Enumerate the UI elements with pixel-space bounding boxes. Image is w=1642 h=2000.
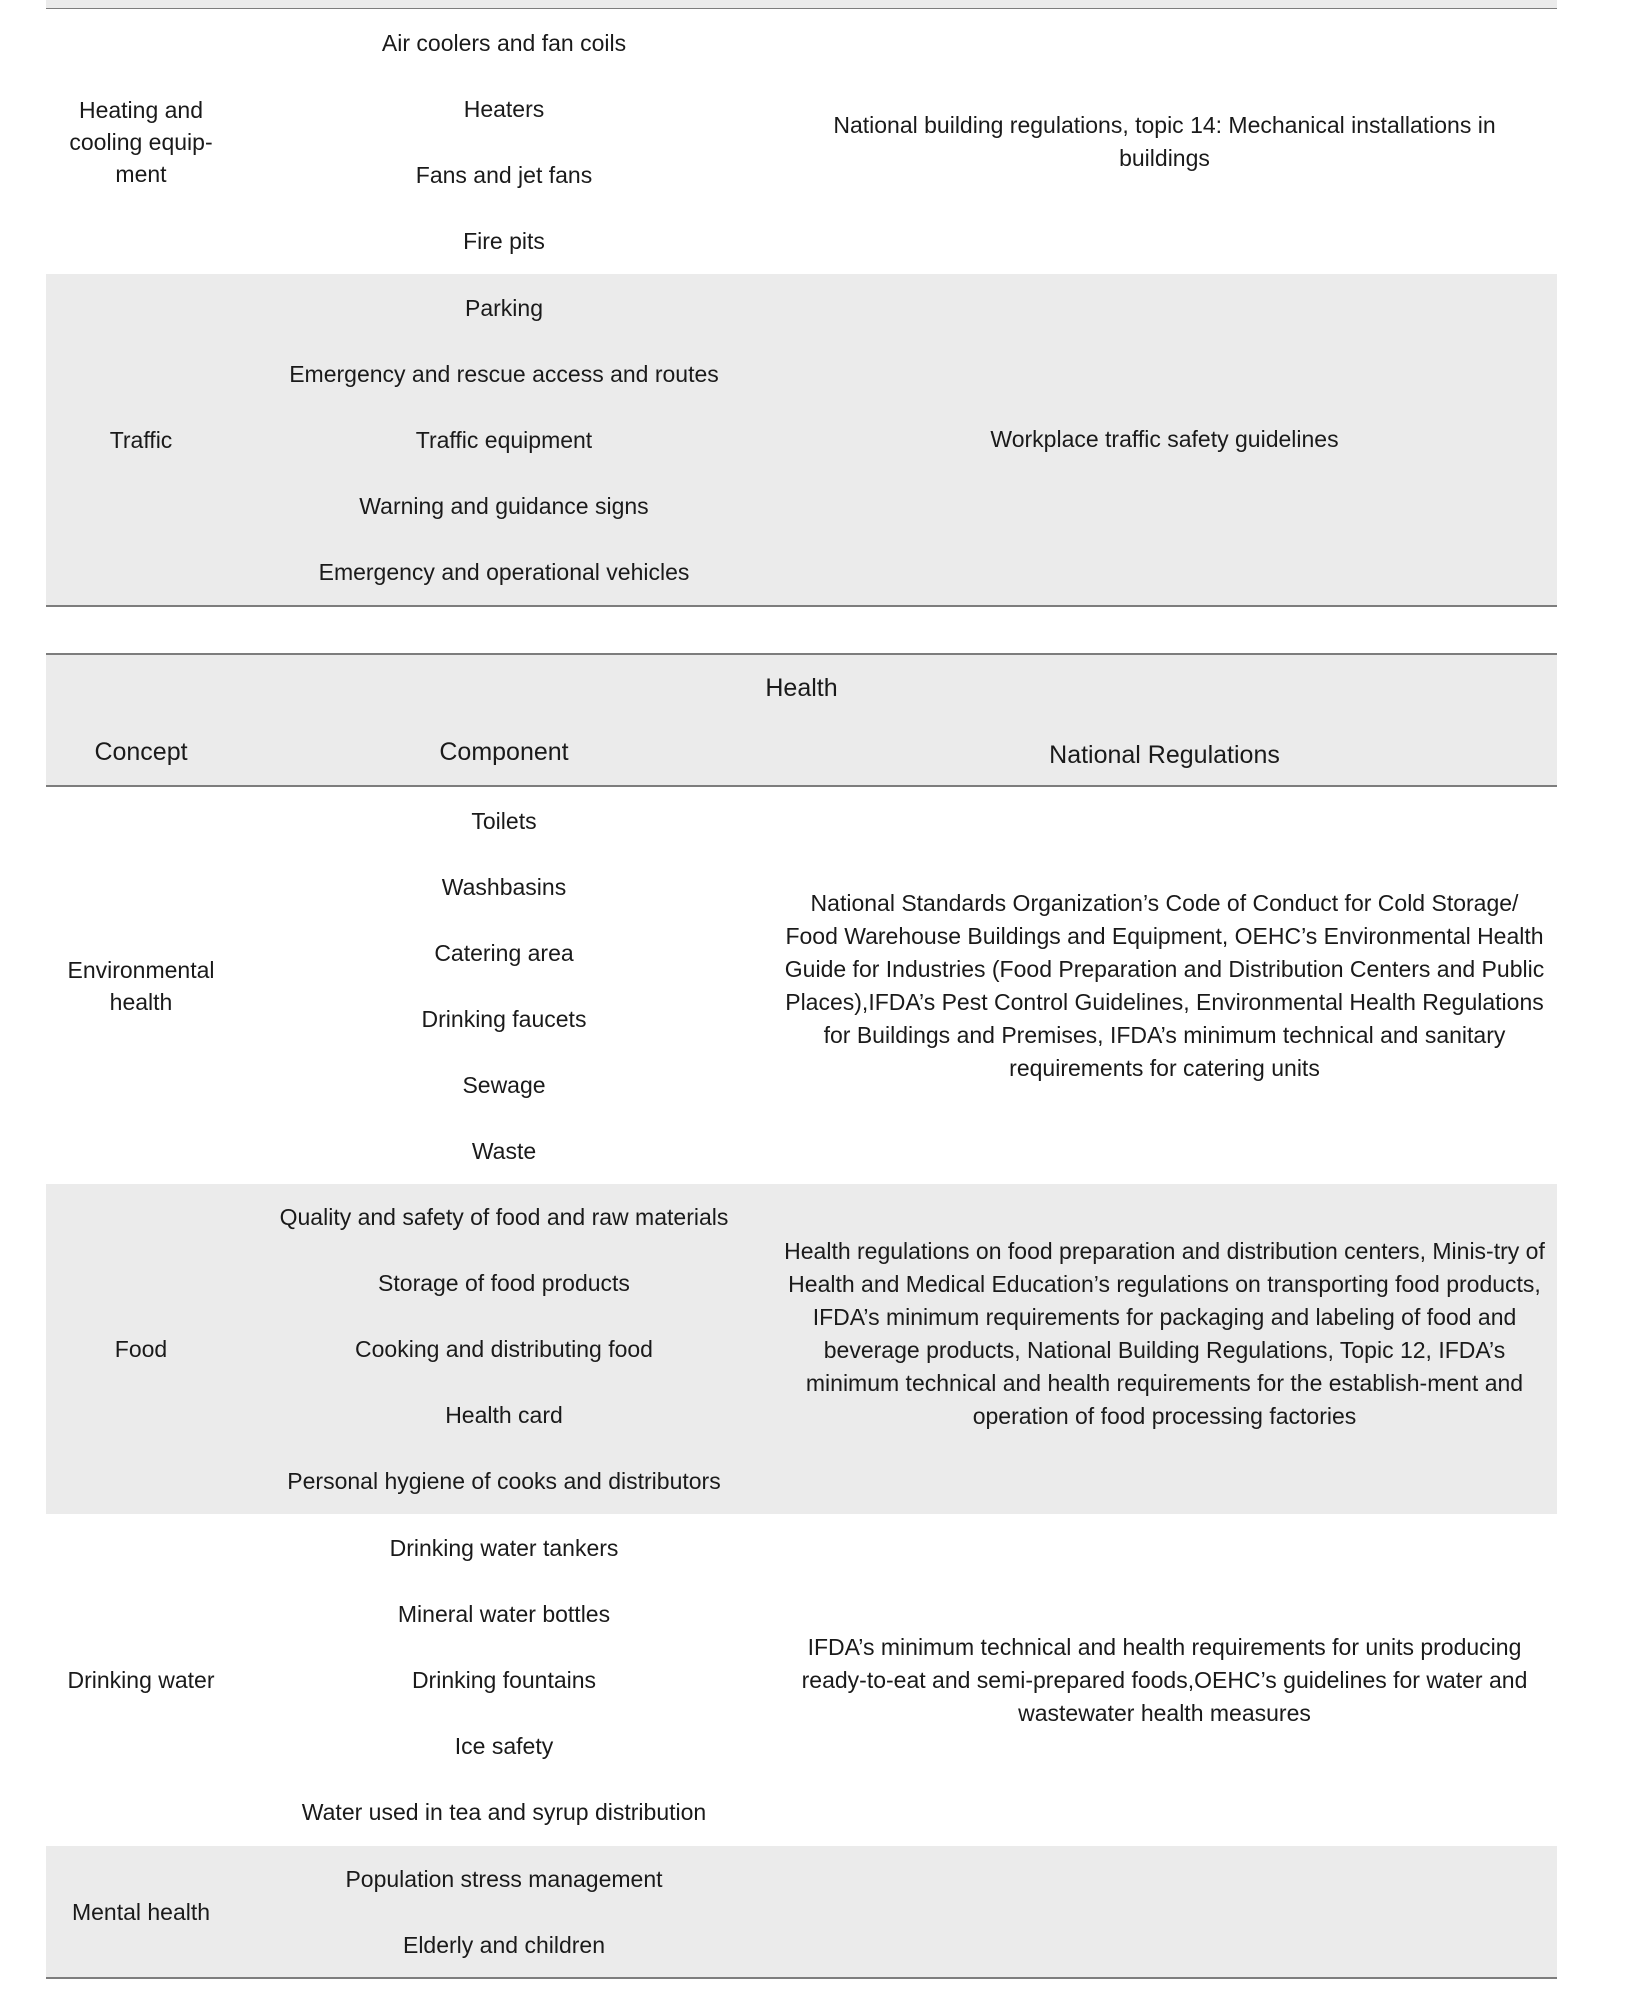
component-item: Storage of food products [378,1270,630,1296]
component-item: Emergency and operational vehicles [318,558,690,585]
component-item: Population stress management [345,1865,663,1892]
component-item: Warning and guidance signs [359,492,649,519]
component-cell [236,1846,772,1977]
table-row-traffic [46,274,1557,607]
concept-cell: Traffic [109,426,173,453]
component-item: Traffic equipment [415,426,593,453]
component-item: Elderly and children [402,1931,605,1958]
concept-cell: Environmental health [67,956,215,1015]
previous-row-strip [46,0,1557,8]
regulations-cell: IFDA’s minimum technical and health requirements for units producing ready-to-eat and semi-prepared foods,OEHC’s guidelines for water and wastewater health measures [801,1633,1528,1726]
component-item: Ice safety [454,1733,554,1759]
component-item: Air coolers and fan coils [381,29,627,56]
component-cell [236,1514,772,1846]
table-row-mental-health [46,1846,1557,1979]
regulations-cell [772,1846,1557,1977]
component-item: Mineral water bottles [397,1601,611,1627]
component-item: Quality and safety of food and raw materials [279,1204,729,1230]
component-cell [236,1184,772,1514]
component-item: Water used in tea and syrup distribution [301,1799,707,1825]
component-cell [236,274,772,605]
component-item: Fire pits [463,227,545,254]
component-item: Personal hygiene of cooks and distributors [287,1468,721,1494]
concept-cell: Drinking water [67,1667,215,1693]
component-item: Drinking fountains [411,1667,597,1693]
table-row-drinking-water [46,1514,1557,1846]
regulations-cell: Health regulations on food preparation and distribution centers, Minis-try of Health and Medical Education’s regulations on transporting food products, IFDA’s minimum requirements for packaging and labeling of food and beverage products, National Building Regulations, Topic 12, IFDA’s minimum technical and health requirements for the establish-ment and operation of food processing factories [784,1238,1545,1429]
component-item: Drinking water tankers [389,1535,619,1561]
header-component: Component [439,737,569,766]
component-item: Catering area [434,939,574,966]
component-item: Cooking and distributing food [355,1336,653,1362]
concept-cell: Mental health [71,1898,211,1925]
component-item: Heaters [463,95,545,122]
component-item: Waste [471,1137,537,1164]
regulations-cell: Workplace traffic safety guidelines [990,426,1339,452]
table-header-row [46,719,1557,787]
concept-cell: Heating and cooling equip- ment [69,96,213,187]
table-title-row [46,653,1557,723]
component-item: Sewage [462,1071,546,1098]
component-item: Parking [465,294,543,321]
component-item: Toilets [471,807,537,834]
component-item: Washbasins [441,873,567,900]
component-item: Health card [445,1402,563,1428]
component-cell [236,9,772,274]
component-item: Drinking faucets [421,1005,587,1032]
concept-cell: Food [114,1336,168,1362]
regulations-cell: National building regulations, topic 14: Mechanical installations in buildings [833,111,1496,171]
component-item: Emergency and rescue access and routes [289,360,719,387]
header-regulations: National Regulations [1049,740,1280,769]
component-cell [236,787,772,1184]
component-item: Fans and jet fans [415,161,593,188]
regulations-cell: National Standards Organization’s Code of Conduct for Cold Storage/ Food Warehouse Buildings and Equipment, OEHC’s Environmental Health Guide for Industries (Food Preparation and Distribution Centers and Public Places),IFDA’s Pest Control Guidelines, Environmental Health Regulations for Buildings and Premises, IFDA’s minimum technical and sanitary requirements for catering units [784,889,1545,1081]
table-title: Health [765,673,838,702]
table-row-heating-cooling [46,9,1557,274]
table-row-environmental-health [46,787,1557,1184]
header-concept: Concept [94,738,188,766]
table-row-food [46,1184,1557,1514]
